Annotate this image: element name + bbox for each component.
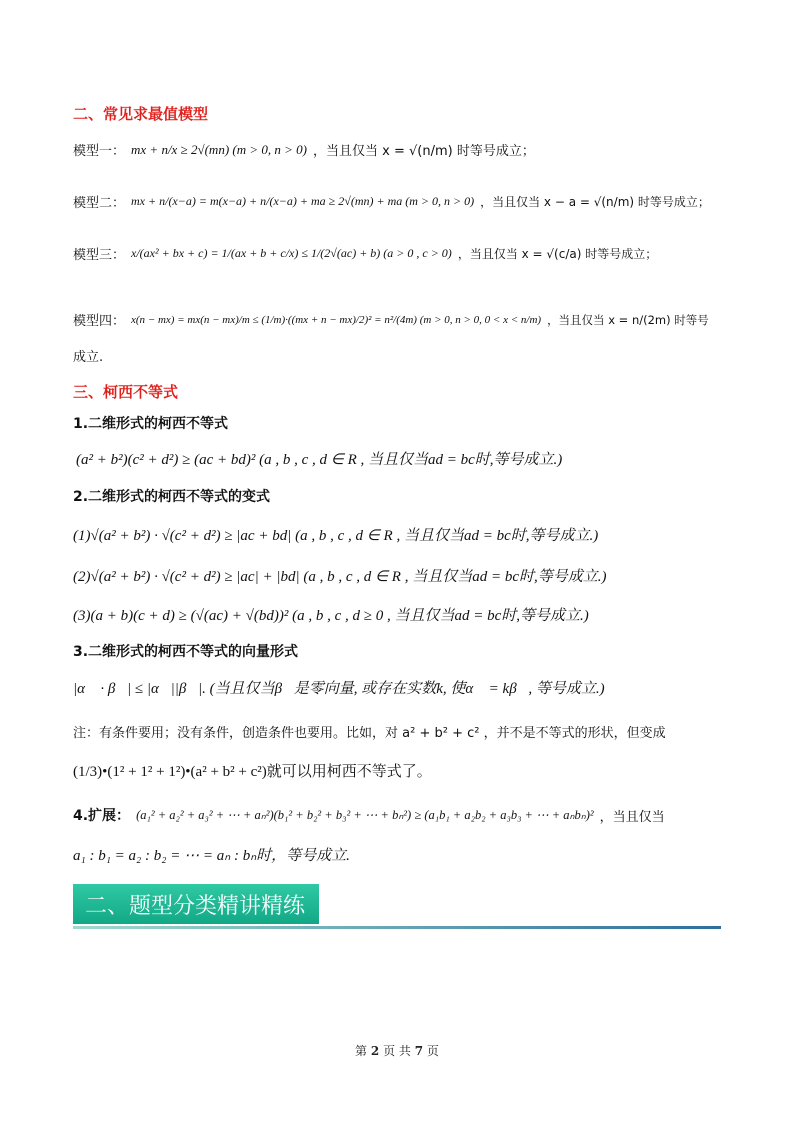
model-4-label: 模型四： bbox=[73, 314, 126, 329]
model-3-formula: x/(ax² + bx + c) = 1/(ax + b + c/x) ≤ 1/(2√(ac) + b) (a > 0 , c > 0) bbox=[131, 246, 452, 260]
model-3-label: 模型三： bbox=[73, 248, 126, 263]
model-1-label: 模型一： bbox=[73, 144, 126, 159]
model-3-line bbox=[73, 244, 657, 263]
model-2-tail: ，当且仅当 x − a = √(n/m) 时等号成立； bbox=[480, 195, 710, 209]
model-4-formula: x(n − mx) = mx(n − mx)/m ≤ (1/m)·((mx + n − mx)/2)² = n²/(4m) (m > 0, n > 0, 0 < x < n/m) bbox=[131, 313, 542, 326]
footer-total-pages: 7 bbox=[414, 1044, 424, 1058]
model-1-tail: ，当且仅当 x = √(n/m) 时等号成立； bbox=[313, 144, 535, 159]
cauchy-variant-3: (3)(a + b)(c + d) ≥ (√(ac) + √(bd))² (a , b , c , d ≥ 0 , 当且仅当ad = bc时,等号成立.) bbox=[73, 608, 589, 624]
model-1-formula: mx + n/x ≥ 2√(mn) (m > 0, n > 0) bbox=[131, 141, 307, 157]
footer-suffix: 页 bbox=[426, 1044, 439, 1058]
extension-label: 4.扩展： bbox=[73, 808, 131, 824]
model-2-formula: mx + n/(x−a) = m(x−a) + n/(x−a) + ma ≥ 2√(mn) + ma (m > 0, n > 0) bbox=[131, 194, 475, 208]
cauchy-variant-2: (2)√(a² + b²) · √(c² + d²) ≥ |ac| + |bd| (a , b , c , d ∈ R , 当且仅当ad = bc时,等号成立.) bbox=[73, 569, 607, 585]
extension-formula: (a₁² + a₂² + a₃² + ⋯ + aₙ²)(b₁² + b₂² + b₃² + ⋯ + bₙ²) ≥ (a₁b₁ + a₂b₂ + a₃b₃ + ⋯ + aₙbₙ)² bbox=[136, 808, 594, 822]
cauchy-variants-heading: 2.二维形式的柯西不等式的变式 bbox=[73, 489, 271, 505]
extension-condition: a₁ : b₁ = a₂ : b₂ = ⋯ = aₙ : bₙ时，等号成立. bbox=[73, 848, 350, 864]
model-2-line bbox=[73, 192, 710, 211]
model-2-label: 模型二： bbox=[73, 196, 126, 211]
model-1-line bbox=[73, 140, 535, 159]
note-line-1: 注：有条件要用；没有条件，创造条件也要用。比如，对 a² + b² + c² ，并不是不等式的形状，但变成 bbox=[73, 726, 666, 741]
section-heading-cauchy: 三、柯西不等式 bbox=[73, 383, 179, 401]
extension-tail: ，当且仅当 bbox=[599, 809, 665, 825]
page-footer bbox=[0, 1042, 794, 1059]
model-3-tail: ，当且仅当 x = √(c/a) 时等号成立； bbox=[457, 247, 658, 261]
model-4-line bbox=[73, 310, 709, 329]
cauchy-variant-1: (1)√(a² + b²) · √(c² + d²) ≥ |ac + bd| (a , b , c , d ∈ R , 当且仅当ad = bc时,等号成立.) bbox=[73, 528, 599, 544]
model-4-tail-continued: 成立. bbox=[73, 350, 104, 365]
section-heading-models: 二、常见求最值模型 bbox=[73, 105, 209, 123]
cauchy-vector-heading: 3.二维形式的柯西不等式的向量形式 bbox=[73, 644, 299, 660]
section-divider bbox=[73, 926, 721, 929]
note-line-2: (1/3)•(1² + 1² + 1²)•(a² + b² + c²)就可以用柯西不等式了。 bbox=[73, 764, 432, 780]
extension-line bbox=[73, 805, 665, 825]
model-4-tail: ，当且仅当 x = n/(2m) 时等号 bbox=[547, 312, 709, 327]
footer-page-number: 2 bbox=[370, 1044, 380, 1058]
cauchy-vector-formula: |α⃗ · β⃗| ≤ |α⃗||β⃗|. (当且仅当β⃗是零向量, 或存在实数k, 使α⃗ = kβ⃗, 等号成立.) bbox=[73, 681, 605, 697]
section-banner: 二、题型分类精讲精练 bbox=[73, 884, 319, 924]
footer-prefix: 第 bbox=[355, 1044, 368, 1058]
cauchy-2d-formula: (a² + b²)(c² + d²) ≥ (ac + bd)² (a , b , c , d ∈ R , 当且仅当ad = bc时,等号成立.) bbox=[76, 452, 563, 468]
cauchy-2d-heading: 1.二维形式的柯西不等式 bbox=[73, 416, 229, 432]
footer-mid: 页 共 bbox=[383, 1044, 411, 1058]
